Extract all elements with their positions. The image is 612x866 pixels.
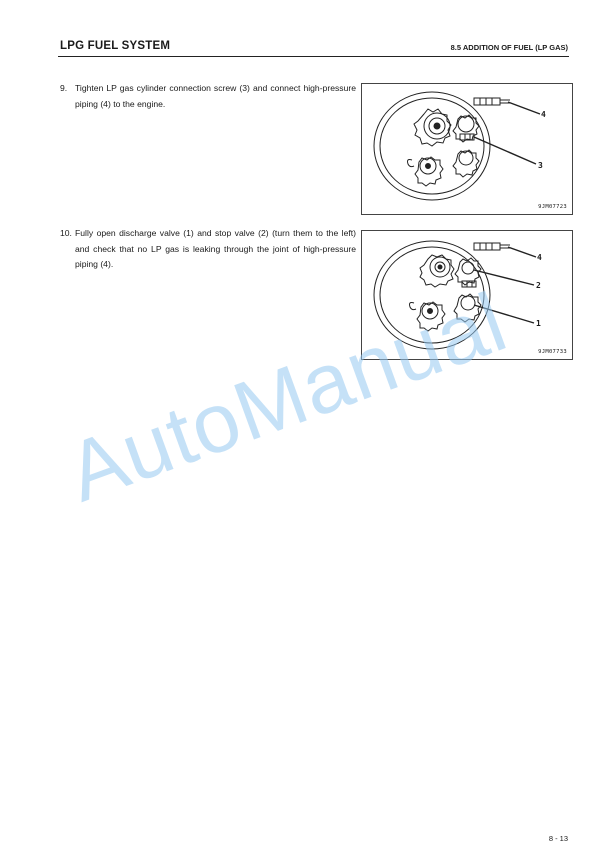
step-text: Fully open discharge valve (1) and stop valve (2) (turn them to the left) and check that no LP gas is leaking through the joint of high-pressure piping (4). <box>75 228 356 270</box>
callout-label: 2 <box>536 281 541 290</box>
section-title: LPG FUEL SYSTEM <box>60 40 171 52</box>
step-9 <box>60 81 356 112</box>
step-text: Tighten LP gas cylinder connection screw (3) and connect high-pressure piping (4) to the engine. <box>75 83 356 109</box>
step-10 <box>60 226 356 273</box>
watermark-text: AutoManual <box>55 274 519 520</box>
callout-label: 4 <box>537 253 542 262</box>
figure-cylinder-connection <box>361 83 573 215</box>
subsection-title: 8.5 ADDITION OF FUEL (LP GAS) <box>450 43 568 52</box>
step-number: 10. <box>60 228 72 238</box>
header-divider <box>58 56 569 57</box>
figure-code: 9JM07723 <box>538 204 567 210</box>
figure-code: 9JM07733 <box>538 349 567 355</box>
cylinder-valve-illustration <box>362 84 572 214</box>
callout-label: 4 <box>541 110 546 119</box>
page-number: 8 - 13 <box>548 834 568 843</box>
callout-label: 1 <box>536 319 541 328</box>
callout-label: 3 <box>538 161 543 170</box>
step-number: 9. <box>60 83 68 93</box>
